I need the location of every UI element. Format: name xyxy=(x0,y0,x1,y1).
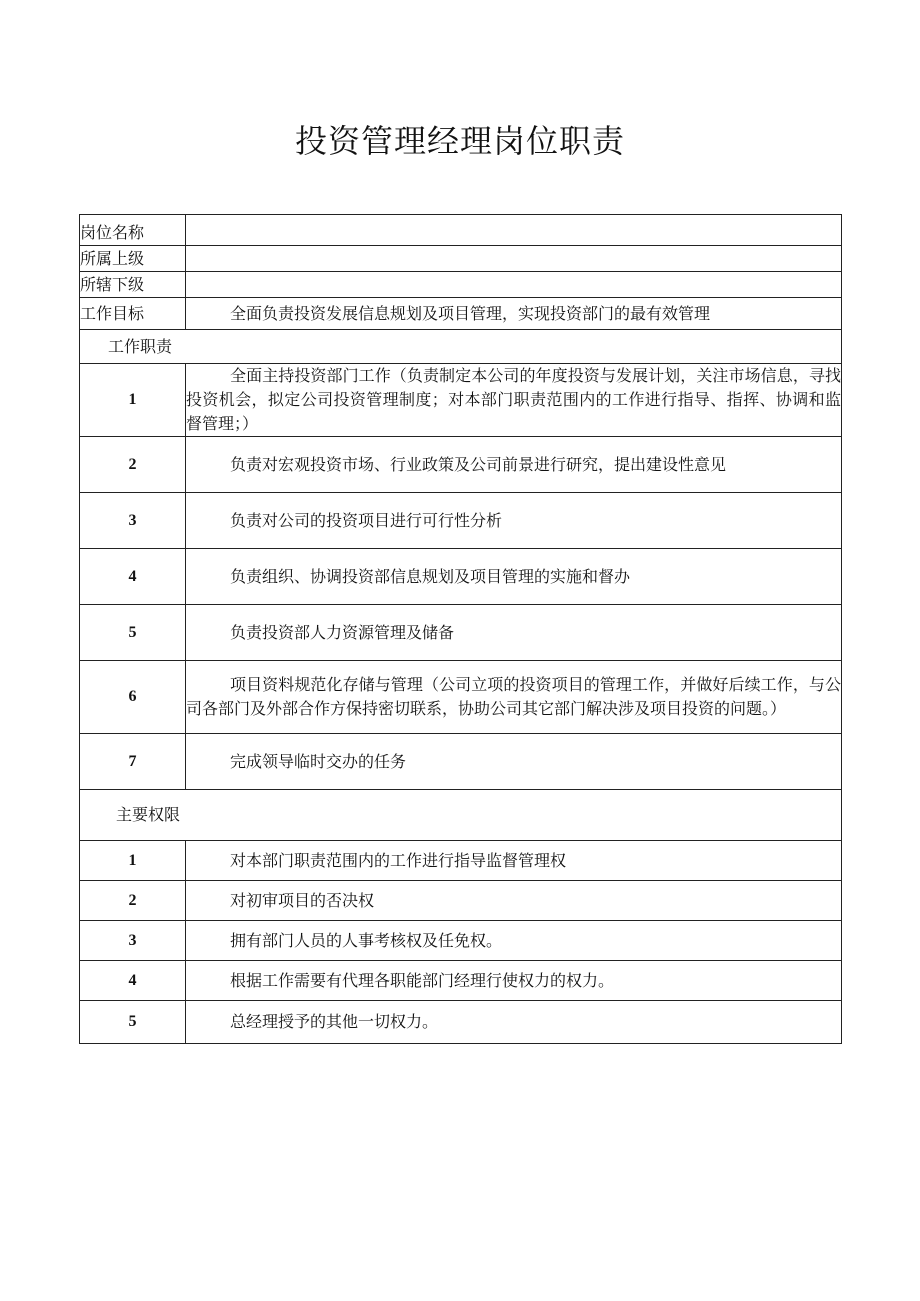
duty-text: 负责组织、协调投资部信息规划及项目管理的实施和督办 xyxy=(230,566,631,586)
duty-number: 5 xyxy=(80,605,186,661)
duties-section-row xyxy=(80,330,842,364)
duties-heading: 工作职责 xyxy=(80,330,842,364)
power-text: 对初审项目的否决权 xyxy=(230,890,375,910)
superior-label: 所属上级 xyxy=(80,246,186,272)
power-row xyxy=(80,1001,842,1044)
row-work-goal xyxy=(80,298,842,330)
power-number: 1 xyxy=(80,841,186,881)
page-title: 投资管理经理岗位职责 xyxy=(294,122,625,160)
position-name-value xyxy=(186,215,842,246)
duty-number: 1 xyxy=(80,364,186,437)
duty-text: 全面主持投资部门工作（负责制定本公司的年度投资与发展计划，关注市场信息，寻找投资机会，拟定公司投资管理制度；对本部门职责范围内的工作进行指导、指挥、协调和监督管理；） xyxy=(186,366,841,433)
power-row xyxy=(80,841,842,881)
power-row xyxy=(80,921,842,961)
duty-row xyxy=(80,661,842,734)
powers-heading: 主要权限 xyxy=(80,790,842,841)
duty-row xyxy=(80,549,842,605)
work-goal-label: 工作目标 xyxy=(80,298,186,330)
duty-number: 2 xyxy=(80,437,186,493)
job-duty-table xyxy=(79,214,842,1044)
powers-section-row xyxy=(80,790,842,841)
duty-row xyxy=(80,605,842,661)
duty-text: 完成领导临时交办的任务 xyxy=(230,751,407,771)
duty-text: 负责对宏观投资市场、行业政策及公司前景进行研究，提出建设性意见 xyxy=(230,454,727,474)
power-text: 根据工作需要有代理各职能部门经理行使权力的权力。 xyxy=(230,970,615,990)
power-text: 总经理授予的其他一切权力。 xyxy=(230,1012,439,1031)
power-number: 5 xyxy=(80,1001,186,1044)
duty-text: 负责对公司的投资项目进行可行性分析 xyxy=(230,510,503,530)
duty-text: 负责投资部人力资源管理及储备 xyxy=(230,622,455,642)
duty-row xyxy=(80,364,842,437)
duty-number: 6 xyxy=(80,661,186,734)
row-superior xyxy=(80,246,842,272)
power-row xyxy=(80,961,842,1001)
duty-text: 项目资料规范化存储与管理（公司立项的投资项目的管理工作，并做好后续工作，与公司各部门及外部合作方保持密切联系，协助公司其它部门解决涉及项目投资的问题。） xyxy=(186,675,841,718)
position-name-label: 岗位名称 xyxy=(80,215,186,246)
power-number: 4 xyxy=(80,961,186,1001)
subordinate-value xyxy=(186,272,842,298)
duty-row xyxy=(80,734,842,790)
duty-row xyxy=(80,437,842,493)
power-text: 对本部门职责范围内的工作进行指导监督管理权 xyxy=(230,850,567,870)
duty-number: 7 xyxy=(80,734,186,790)
power-number: 3 xyxy=(80,921,186,961)
power-number: 2 xyxy=(80,881,186,921)
subordinate-label: 所辖下级 xyxy=(80,272,186,298)
work-goal-value: 全面负责投资发展信息规划及项目管理，实现投资部门的最有效管理 xyxy=(230,303,711,323)
power-row xyxy=(80,881,842,921)
duty-row xyxy=(80,493,842,549)
row-position-name xyxy=(80,215,842,246)
power-text: 拥有部门人员的人事考核权及任免权。 xyxy=(230,930,503,950)
duty-number: 4 xyxy=(80,549,186,605)
duty-number: 3 xyxy=(80,493,186,549)
superior-value xyxy=(186,246,842,272)
row-subordinate xyxy=(80,272,842,298)
